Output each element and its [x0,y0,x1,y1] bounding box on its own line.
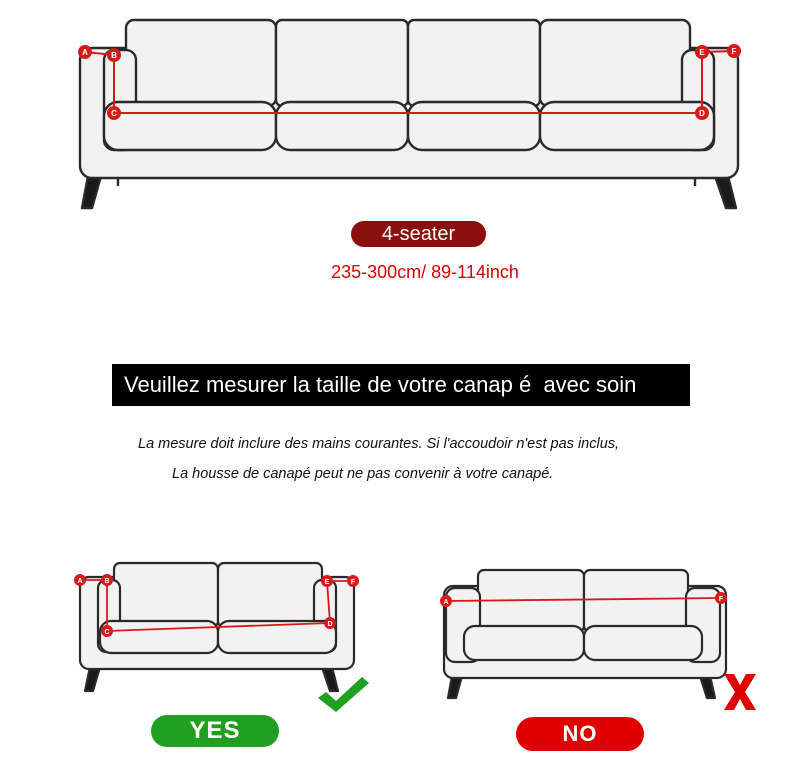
instruction-line-1: La mesure doit inclure des mains courantes. Si l'accoudoir n'est pas inclus, [138,436,620,452]
measure-point-B-icon [101,574,113,586]
measure-point-E-icon [695,45,709,59]
measure-point-label: A [443,599,449,606]
measure-point-F-icon [727,44,741,58]
measure-point-B-icon [107,48,121,62]
measure-point-label: B [111,51,117,60]
measure-point-label: A [82,48,88,57]
incorrect-measurement-sofa-diagram [430,560,740,710]
measure-point-label: E [324,579,330,586]
size-range-text: 235-300cm/ 89-114inch [331,262,519,282]
measure-point-F-icon [715,592,727,604]
measure-point-label: C [111,109,117,118]
measure-point-label: D [699,109,705,118]
measure-point-C-icon [107,106,121,120]
measure-point-D-icon [324,617,336,629]
measure-point-A-icon [74,574,86,586]
four-seater-sofa-diagram [0,0,800,215]
measure-point-label: F [350,579,356,586]
measure-point-A-icon [440,595,452,607]
seater-size-badge: 4-seater [351,221,486,247]
yes-label: YES [151,715,279,747]
measure-point-label: C [104,629,110,636]
no-label: NO [516,717,644,751]
instruction-line-2: La housse de canapé peut ne pas convenir à votre canapé. [172,466,554,482]
measure-point-label: E [699,48,705,57]
x-mark-icon [722,672,758,712]
measure-point-label: B [104,578,110,585]
measure-point-label: F [718,596,724,603]
measure-point-label: F [731,47,737,56]
checkmark-icon [316,674,372,714]
measure-carefully-banner: Veuillez mesurer la taille de votre canap é avec soin [112,364,690,406]
measure-point-E-icon [321,575,333,587]
measure-point-label: D [327,621,333,628]
measure-point-D-icon [695,106,709,120]
measure-point-F-icon [347,575,359,587]
measure-point-C-icon [101,625,113,637]
measure-point-A-icon [78,45,92,59]
measure-point-label: A [77,578,83,585]
